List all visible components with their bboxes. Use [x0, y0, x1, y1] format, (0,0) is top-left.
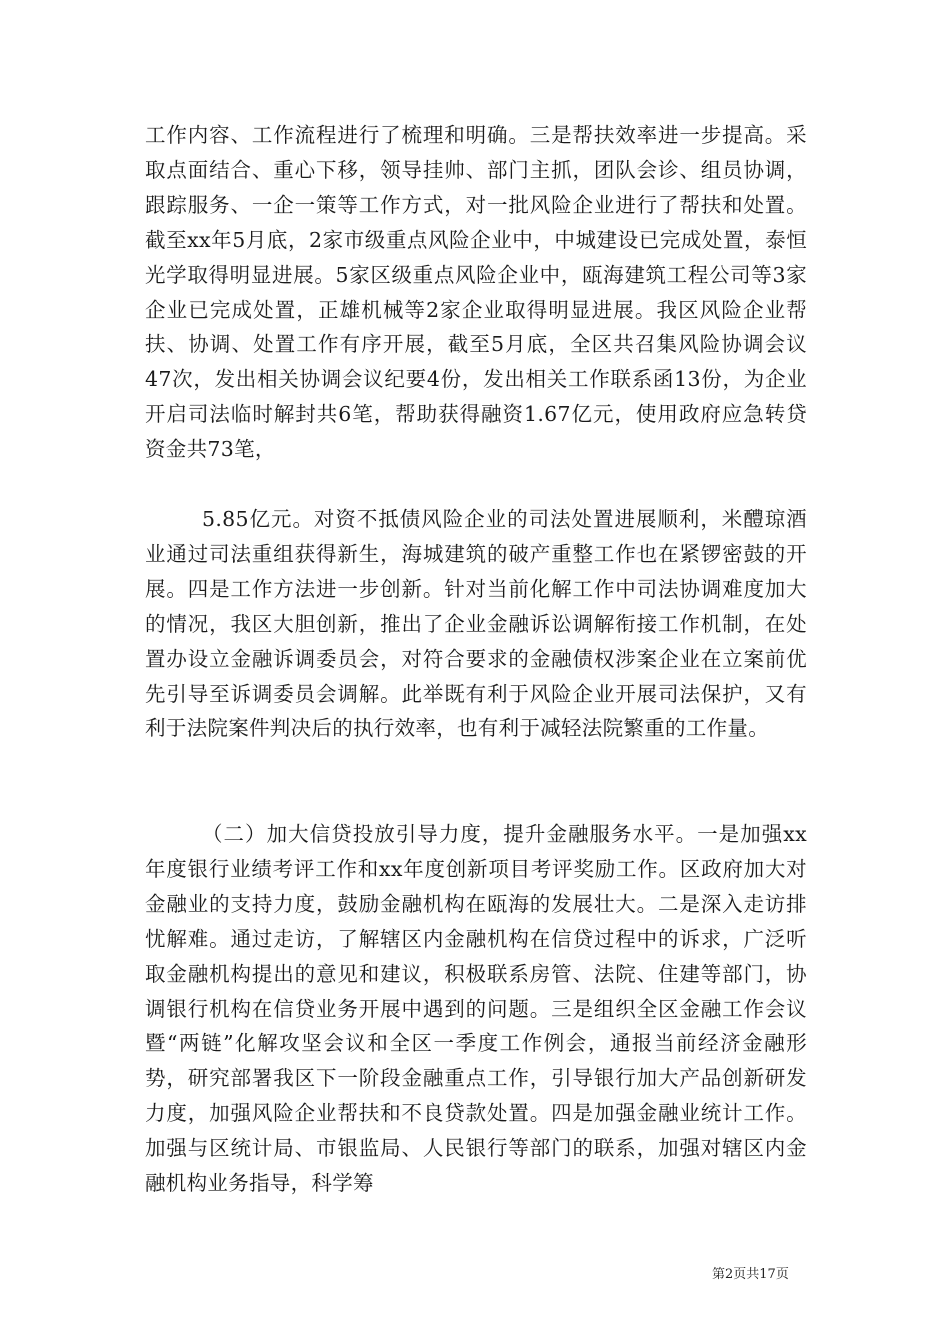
- page-number-footer: 第2页共17页: [712, 1267, 789, 1282]
- body-paragraph-3: （二）加大信贷投放引导力度，提升金融服务水平。一是加强xx年度银行业绩考评工作和xx年度创新项目考评奖励工作。区政府加大对金融业的支持力度，鼓励金融机构在瓯海的发展壮大。二是深入走访排忧解难。通过走访，了解辖区内金融机构在信贷过程中的诉求，广泛听取金融机构提出的意见和建议，积极联系房管、法院、住建等部门，协调银行机构在信贷业务开展中遇到的问题。三是组织全区金融工作会议暨“两链”化解攻坚会议和全区一季度工作例会，通报当前经济金融形势，研究部署我区下一阶段金融重点工作，引导银行加大产品创新研发力度，加强风险企业帮扶和不良贷款处置。四是加强金融业统计工作。加强与区统计局、市银监局、人民银行等部门的联系，加强对辖区内金融机构业务指导，科学筹: [145, 822, 807, 1196]
- body-paragraph-2: 5.85亿元。对资不抵债风险企业的司法处置进展顺利，米醴琼酒业通过司法重组获得新生，海城建筑的破产重整工作也在紧锣密鼓的开展。四是工作方法进一步创新。针对当前化解工作中司法协调难度加大的情况，我区大胆创新，推出了企业金融诉讼调解衔接工作机制，在处置办设立金融诉调委员会，对符合要求的金融债权涉案企业在立案前优先引导至诉调委员会调解。此举既有利于风险企业开展司法保护，又有利于法院案件判决后的执行效率，也有利于减轻法院繁重的工作量。: [145, 507, 807, 741]
- body-paragraph-1: 工作内容、工作流程进行了梳理和明确。三是帮扶效率进一步提高。采取点面结合、重心下移，领导挂帅、部门主抓，团队会诊、组员协调，跟踪服务、一企一策等工作方式，对一批风险企业进行了帮扶和处置。截至xx年5月底，2家市级重点风险企业中，中城建设已完成处置，泰恒光学取得明显进展。5家区级重点风险企业中，瓯海建筑工程公司等3家企业已完成处置，正雄机械等2家企业取得明显进展。我区风险企业帮扶、协调、处置工作有序开展，截至5月底，全区共召集风险协调会议47次，发出相关协调会议纪要4份，发出相关工作联系函13份，为企业开启司法临时解封共6笔，帮助获得融资1.67亿元，使用政府应急转贷资金共73笔，: [145, 123, 807, 462]
